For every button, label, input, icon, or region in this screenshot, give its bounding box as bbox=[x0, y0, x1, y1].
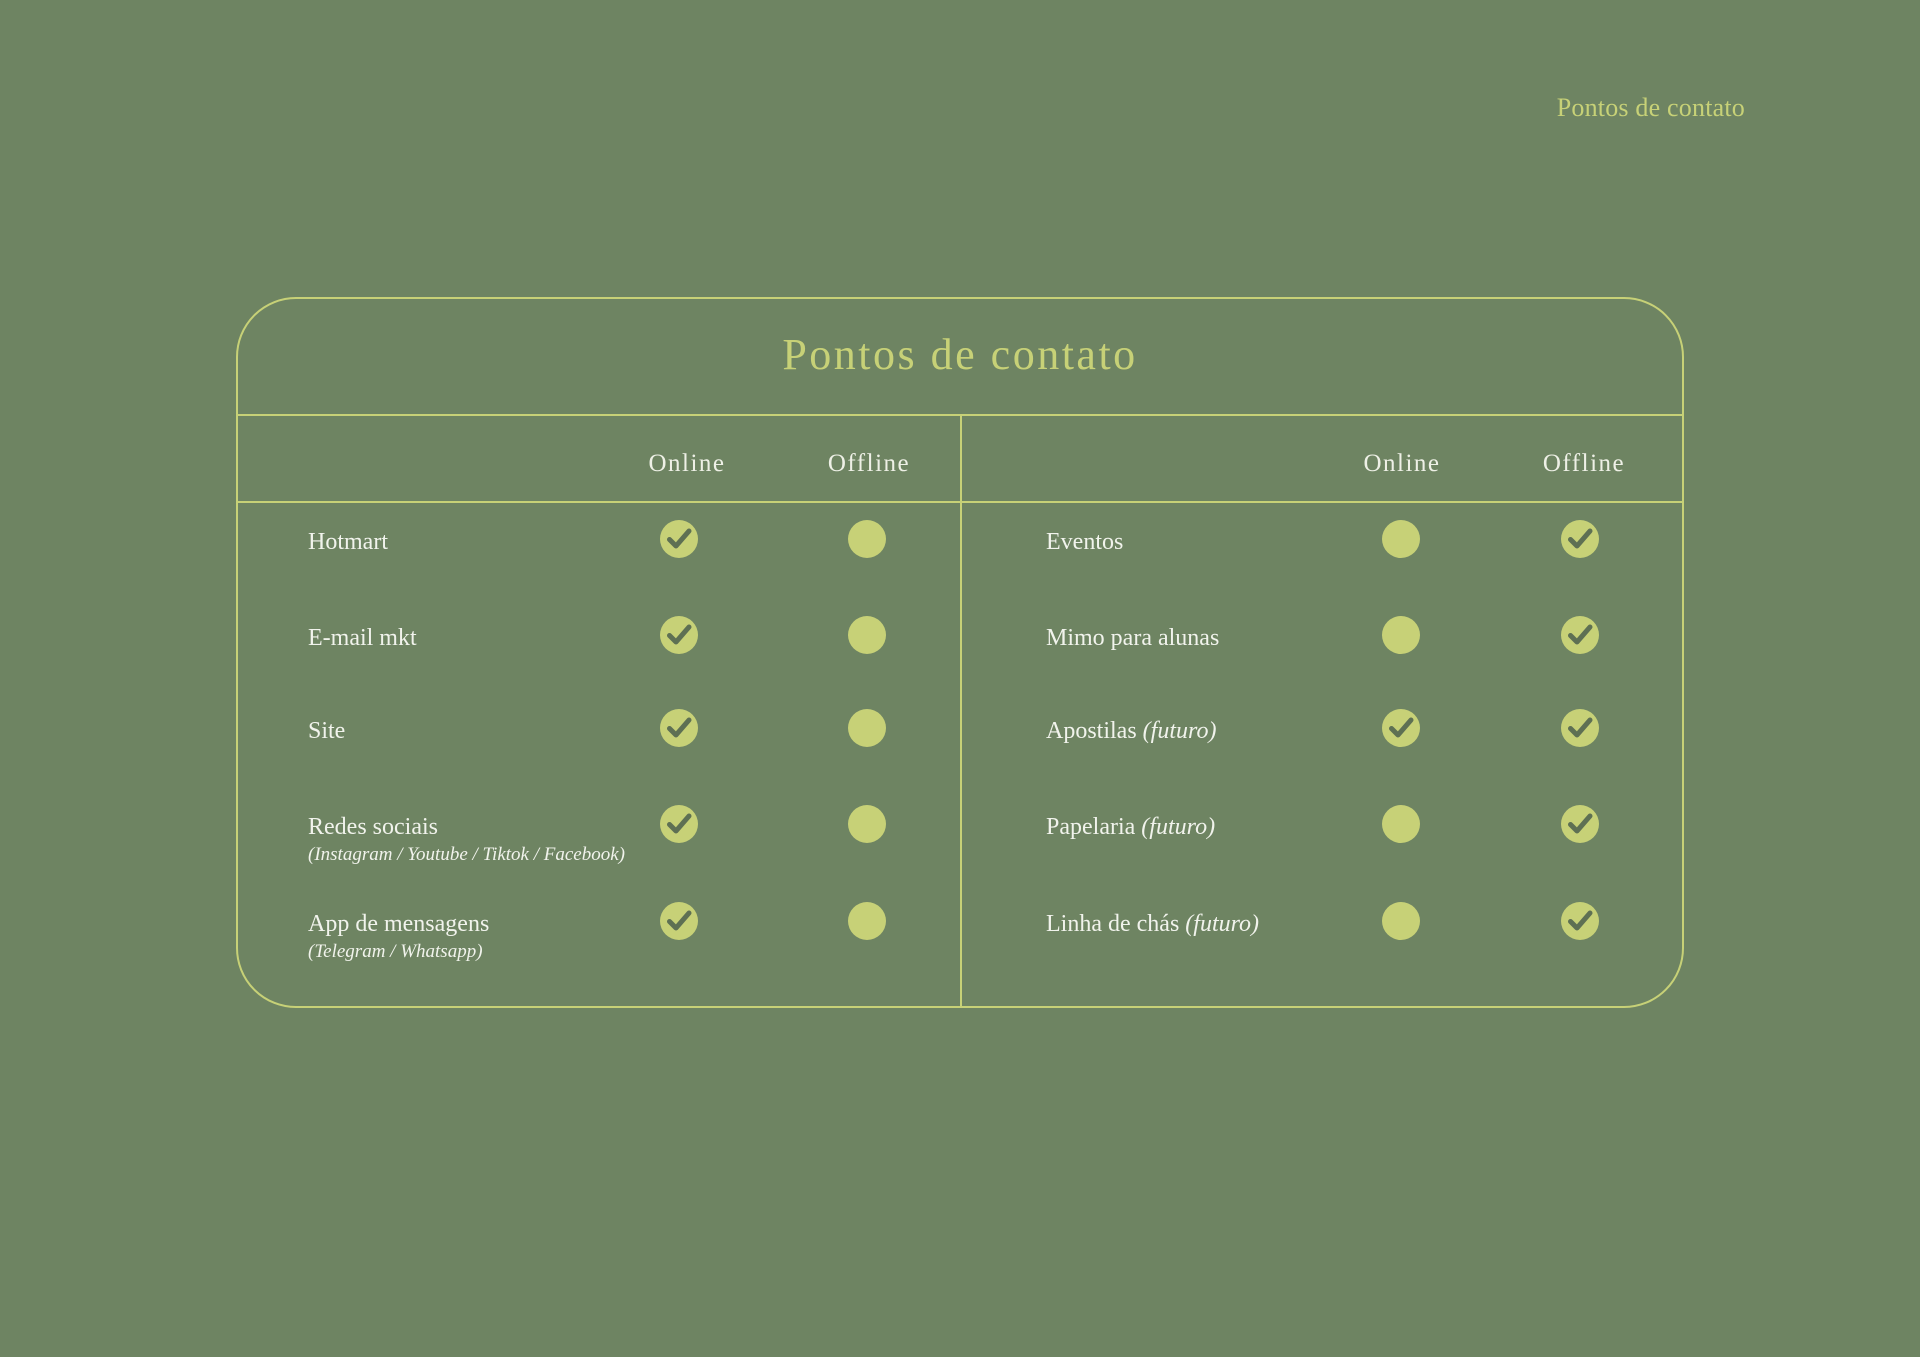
right-row-label bbox=[1046, 909, 1259, 939]
left-online-check-icon bbox=[660, 709, 698, 747]
row-label-text: Hotmart bbox=[308, 529, 388, 555]
left-row-label bbox=[308, 716, 345, 746]
row-label-suffix: (futuro) bbox=[1141, 814, 1216, 840]
right-online-dot-icon bbox=[1382, 902, 1420, 940]
right-offline-check-icon bbox=[1561, 805, 1599, 843]
left-online-check-icon bbox=[660, 616, 698, 654]
right-offline-check-icon bbox=[1561, 902, 1599, 940]
right-offline-header: Offline bbox=[1542, 450, 1626, 477]
page-header-title: Pontos de contato bbox=[1556, 93, 1745, 122]
row-label-text: Papelaria bbox=[1046, 814, 1136, 840]
row-label-text: Redes sociais bbox=[308, 814, 438, 840]
left-offline-dot-icon bbox=[848, 616, 886, 654]
row-label-suffix: (futuro) bbox=[1185, 911, 1260, 937]
left-online-check-icon bbox=[660, 805, 698, 843]
contact-points-table bbox=[236, 297, 1684, 1008]
right-row-label bbox=[1046, 527, 1123, 557]
column-divider bbox=[960, 416, 962, 1006]
right-online-dot-icon bbox=[1382, 520, 1420, 558]
left-online-check-icon bbox=[660, 520, 698, 558]
row-label-text: E-mail mkt bbox=[308, 625, 417, 651]
right-row-label bbox=[1046, 716, 1216, 746]
left-offline-dot-icon bbox=[848, 805, 886, 843]
right-row-label bbox=[1046, 623, 1219, 653]
row-label-text: Eventos bbox=[1046, 529, 1124, 555]
left-row-label bbox=[308, 527, 388, 557]
left-offline-header: Offline bbox=[827, 450, 911, 477]
left-row-label bbox=[308, 812, 625, 868]
row-label-text: Linha de chás bbox=[1046, 911, 1180, 937]
left-offline-dot-icon bbox=[848, 520, 886, 558]
row-sublabel: (Instagram / Youtube / Tiktok / Facebook) bbox=[308, 844, 625, 865]
left-offline-dot-icon bbox=[848, 709, 886, 747]
left-online-check-icon bbox=[660, 902, 698, 940]
right-online-dot-icon bbox=[1382, 805, 1420, 843]
left-row-label bbox=[308, 909, 489, 965]
right-offline-check-icon bbox=[1561, 709, 1599, 747]
row-sublabel: (Telegram / Whatsapp) bbox=[308, 941, 483, 962]
right-online-check-icon bbox=[1382, 709, 1420, 747]
right-offline-check-icon bbox=[1561, 520, 1599, 558]
row-label-text: Mimo para alunas bbox=[1046, 625, 1220, 651]
row-label-text: App de mensagens bbox=[308, 911, 490, 937]
row-label-text: Site bbox=[308, 718, 346, 744]
left-row-label bbox=[308, 623, 417, 653]
right-offline-check-icon bbox=[1561, 616, 1599, 654]
row-label-text: Apostilas bbox=[1046, 718, 1137, 744]
left-online-header: Online bbox=[648, 450, 726, 477]
right-online-dot-icon bbox=[1382, 616, 1420, 654]
right-row-label bbox=[1046, 812, 1215, 842]
right-online-header: Online bbox=[1363, 450, 1441, 477]
row-label-suffix: (futuro) bbox=[1142, 718, 1217, 744]
left-offline-dot-icon bbox=[848, 902, 886, 940]
table-title: Pontos de contato bbox=[782, 330, 1138, 379]
